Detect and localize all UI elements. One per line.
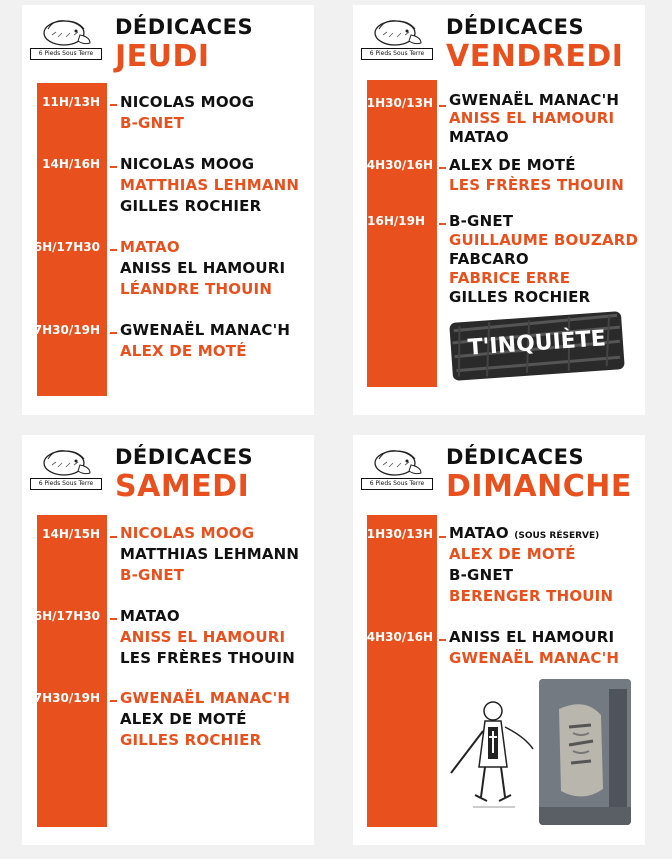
author-name: MATAO (120, 238, 180, 256)
author-name: GUILLAUME BOUZARD (449, 231, 639, 249)
slot-time: 16H/17H30 (25, 240, 100, 254)
author-name-text: MATAO (449, 524, 509, 542)
title-day: DIMANCHE (446, 469, 632, 504)
author-name: NICOLAS MOOG (120, 155, 255, 173)
author-name: B-GNET (449, 212, 514, 230)
author-name: ALEX DE MOTÉ (120, 710, 247, 728)
slot-time: 16H/17H30 (25, 609, 100, 623)
slot-connector (110, 332, 117, 334)
author-name: ANISS EL HAMOURI (449, 628, 615, 646)
slot-time: 11H30/13H (358, 527, 433, 541)
time-bar (367, 515, 437, 827)
publisher-logo (361, 445, 431, 489)
reserve-note: (SOUS RÉSERVE) (514, 531, 600, 541)
author-name: B-GNET (120, 566, 185, 584)
platypus-icon (40, 15, 92, 49)
slot-time: 14H30/16H (358, 630, 433, 644)
author-name: ALEX DE MOTÉ (449, 545, 576, 563)
slot-time: 16H/19H (367, 214, 425, 228)
tinquiete-stamp (449, 311, 625, 381)
author-name: GILLES ROCHIER (120, 197, 262, 215)
slot-time: 17H30/19H (25, 691, 100, 705)
author-name: FABRICE ERRE (449, 269, 571, 287)
slot-connector (439, 536, 446, 538)
logo-label: 6 Pieds Sous Terre (30, 478, 102, 490)
publisher-logo (361, 15, 431, 59)
knight-illustration (445, 697, 541, 809)
author-name: MATTHIAS LEHMANN (120, 545, 300, 563)
slot-connector (110, 249, 117, 251)
time-bar (37, 515, 107, 827)
author-name: GWENAËL MANAC'H (449, 91, 620, 109)
slot-time: 14H30/16H (358, 158, 433, 172)
author-name: NICOLAS MOOG (120, 524, 255, 542)
slot-connector (110, 166, 117, 168)
schedule-card-jeudi (22, 5, 314, 415)
slot-connector (439, 167, 446, 169)
author-name (449, 524, 599, 545)
platypus-icon (371, 445, 423, 479)
schedule-card-samedi (22, 435, 314, 845)
slot-time: 14H/15H (42, 527, 100, 541)
author-name: LES FRÈRES THOUIN (449, 176, 624, 194)
author-name: GILLES ROCHIER (449, 288, 591, 306)
slot-connector (439, 105, 446, 107)
author-name: GWENAËL MANAC'H (120, 689, 291, 707)
slot-connector (439, 223, 446, 225)
author-name: MATTHIAS LEHMANN (120, 176, 300, 194)
logo-label: 6 Pieds Sous Terre (30, 48, 102, 60)
author-name: LES FRÈRES THOUIN (120, 649, 295, 667)
slot-connector (439, 639, 446, 641)
platypus-icon (40, 445, 92, 479)
platypus-icon (371, 15, 423, 49)
author-name: GILLES ROCHIER (120, 731, 262, 749)
author-name: GWENAËL MANAC'H (120, 321, 291, 339)
slot-connector (110, 536, 117, 538)
title-dedicaces: DÉDICACES (446, 445, 585, 469)
time-bar (367, 80, 437, 387)
author-name: B-GNET (449, 566, 514, 584)
title-day: VENDREDI (446, 39, 624, 74)
publisher-logo (30, 15, 100, 59)
author-name: LÉANDRE THOUIN (120, 280, 273, 298)
author-name: B-GNET (120, 114, 185, 132)
slot-time: 14H/16H (42, 157, 100, 171)
logo-label: 6 Pieds Sous Terre (361, 48, 433, 60)
slot-connector (110, 700, 117, 702)
schedule-card-vendredi (353, 5, 645, 415)
sculpture-photo (539, 679, 631, 825)
author-name: FABCARO (449, 250, 529, 268)
title-dedicaces: DÉDICACES (115, 15, 254, 39)
slot-connector (110, 618, 117, 620)
logo-label: 6 Pieds Sous Terre (361, 478, 433, 490)
author-name: ANISS EL HAMOURI (120, 628, 286, 646)
author-name: NICOLAS MOOG (120, 93, 255, 111)
title-dedicaces: DÉDICACES (446, 15, 585, 39)
stamp-text: T'INQUIÈTE (467, 326, 607, 361)
schedule-card-dimanche (353, 435, 645, 845)
author-name: ALEX DE MOTÉ (120, 342, 247, 360)
slot-time: 11H30/13H (358, 96, 433, 110)
slot-connector (110, 104, 117, 106)
author-name: ANISS EL HAMOURI (449, 109, 615, 127)
title-day: JEUDI (115, 39, 210, 74)
title-day: SAMEDI (115, 469, 250, 504)
title-dedicaces: DÉDICACES (115, 445, 254, 469)
statue-icon (539, 679, 631, 825)
author-name: ALEX DE MOTÉ (449, 156, 576, 174)
author-name: MATAO (449, 128, 509, 146)
author-name: ANISS EL HAMOURI (120, 259, 286, 277)
author-name: GWENAËL MANAC'H (449, 649, 620, 667)
slot-time: 11H/13H (42, 95, 100, 109)
author-name: MATAO (120, 607, 180, 625)
author-name: BERENGER THOUIN (449, 587, 614, 605)
publisher-logo (30, 445, 100, 489)
slot-time: 17H30/19H (25, 323, 100, 337)
